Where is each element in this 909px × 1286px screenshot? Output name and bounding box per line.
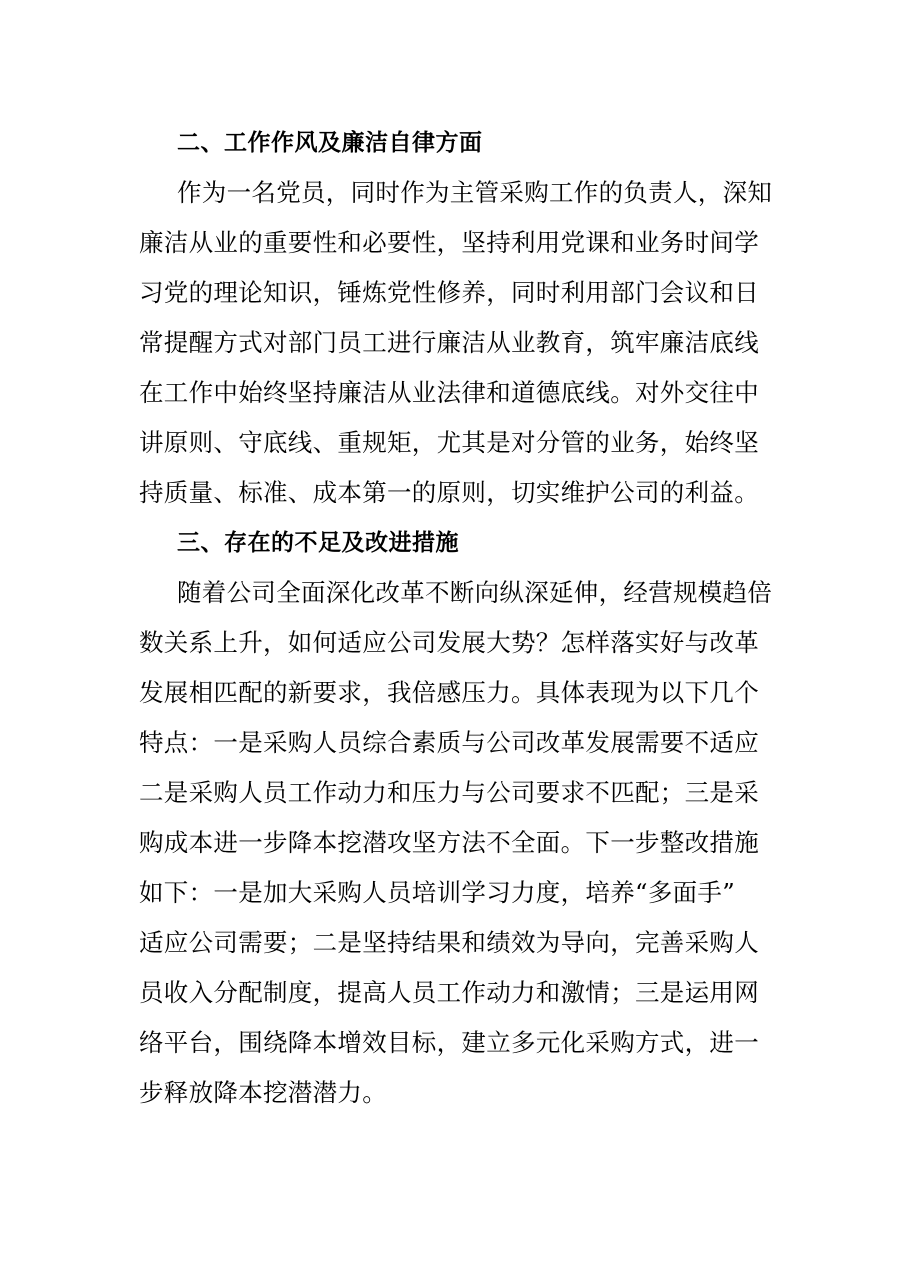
- section-2-line: 廉洁从业的重要性和必要性，坚持利用党课和业务时间学: [139, 228, 759, 257]
- section-3-line: 购成本进一步降本挖潜攻坚方法不全面。下一步整改措施: [139, 828, 759, 857]
- section-2-line: 在工作中始终坚持廉洁从业法律和道德底线。对外交往中: [139, 378, 759, 407]
- section-3-line: 数关系上升，如何适应公司发展大势？怎样落实好与改革: [139, 628, 759, 657]
- section-2-line: 常提醒方式对部门员工进行廉洁从业教育，筑牢廉洁底线: [139, 328, 759, 357]
- section-3-line: 员收入分配制度，提高人员工作动力和激情；三是运用网: [139, 978, 759, 1007]
- section-3-line: 适应公司需要；二是坚持结果和绩效为导向，完善采购人: [139, 928, 759, 957]
- section-3-heading: 三、存在的不足及改进措施: [177, 529, 459, 556]
- section-2-line: 讲原则、守底线、重规矩，尤其是对分管的业务，始终坚: [139, 428, 759, 457]
- section-3-line: 特点：一是采购人员综合素质与公司改革发展需要不适应: [139, 728, 759, 757]
- section-3-line: 络平台，围绕降本增效目标，建立多元化采购方式，进一: [139, 1028, 759, 1057]
- section-2-line: 习党的理论知识，锤炼党性修养，同时利用部门会议和日: [139, 278, 759, 307]
- section-2-line: 持质量、标准、成本第一的原则，切实维护公司的利益。: [139, 478, 759, 507]
- section-2-line: 作为一名党员，同时作为主管采购工作的负责人，深知: [177, 178, 773, 207]
- section-3-line: 步释放降本挖潜潜力。: [139, 1078, 387, 1107]
- section-3-line: 如下：一是加大采购人员培训学习力度，培养“多面手”: [139, 878, 736, 907]
- section-2-heading: 二、工作作风及廉洁自律方面: [177, 129, 483, 156]
- section-3-line: 发展相匹配的新要求，我倍感压力。具体表现为以下几个: [139, 678, 759, 707]
- section-3-line: 随着公司全面深化改革不断向纵深延伸，经营规模趋倍: [177, 578, 773, 607]
- section-3-line: 二是采购人员工作动力和压力与公司要求不匹配；三是采: [139, 778, 759, 807]
